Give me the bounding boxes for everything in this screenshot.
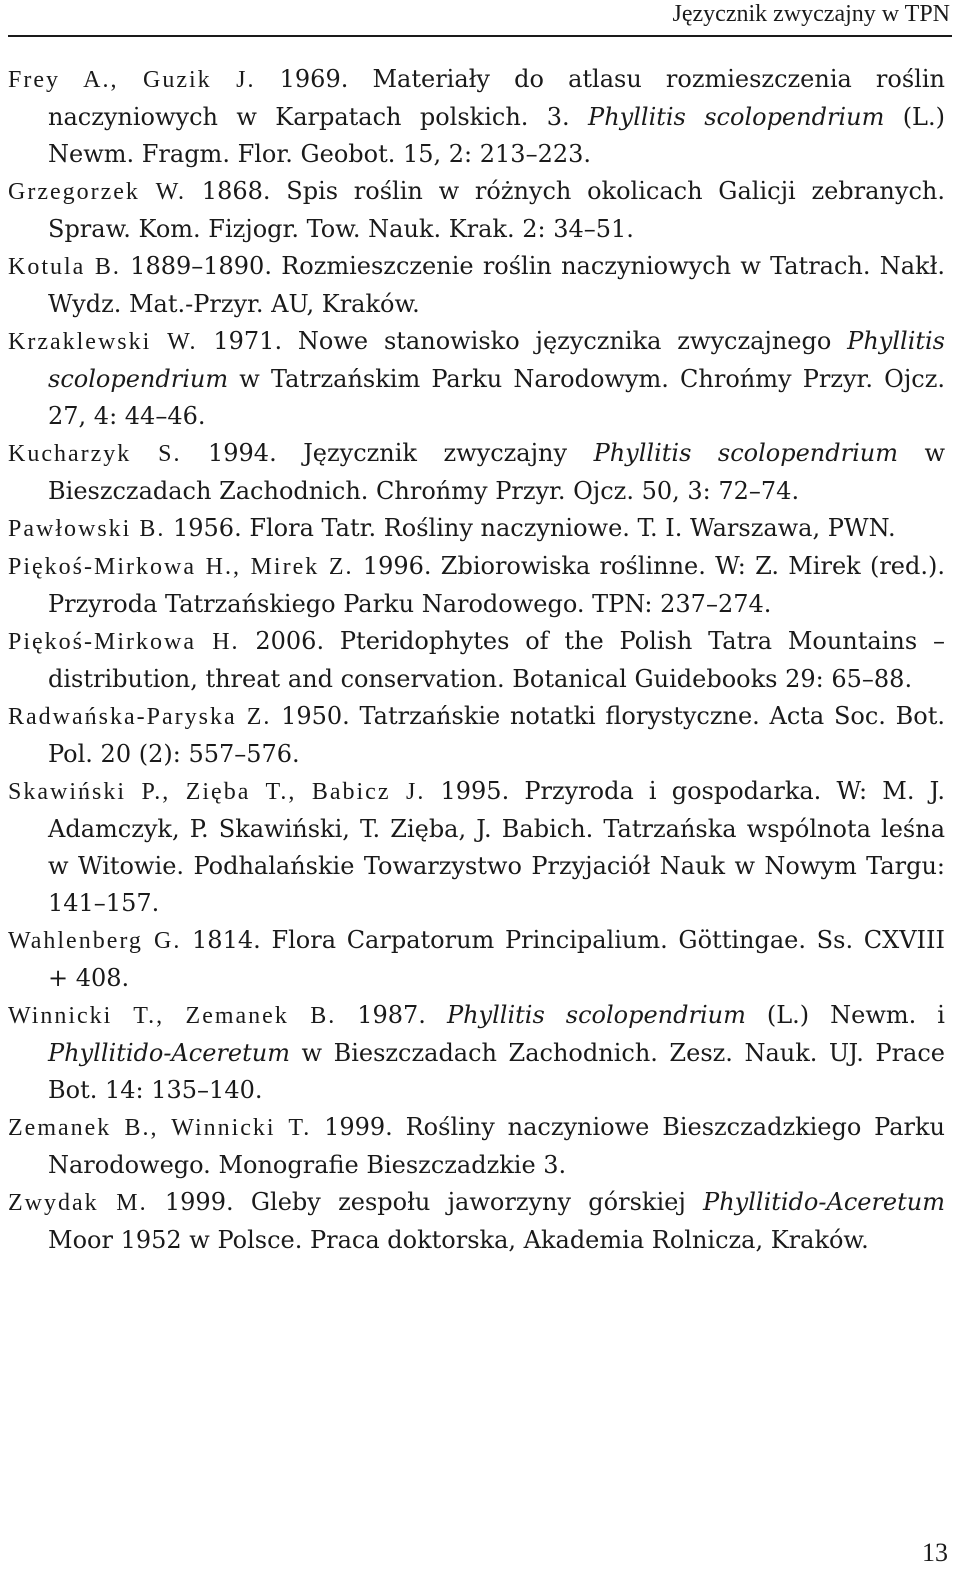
reference-list bbox=[8, 61, 945, 1259]
reference-text: 1950. Tatrzańskie notatki florystyczne. Acta Soc. Bot. Pol. 20 (2): 557–576. bbox=[48, 702, 945, 768]
reference-text: 1889–1890. Rozmieszczenie roślin naczyniowych w Tatrach. Nakł. Wydz. Mat.-Przyr. AU, Kraków. bbox=[48, 252, 945, 318]
reference-entry bbox=[8, 510, 945, 548]
reference-text: w Tatrzańskim Parku Narodowym. Chrońmy Przyr. Ojcz. 27, 4: 44–46. bbox=[48, 365, 945, 430]
reference-text: 1814. Flora Carpatorum Principalium. Göttingae. Ss. CXVIII + 408. bbox=[48, 926, 945, 992]
reference-authors: Zemanek B., Winnicki T. bbox=[8, 1115, 312, 1141]
reference-entry bbox=[8, 1109, 945, 1184]
reference-text: 1996. Zbiorowiska roślinne. W: Z. Mirek (red.). Przyroda Tatrzańskiego Parku Narodowego. TPN: 237–274. bbox=[48, 552, 945, 618]
reference-taxon-name: Phyllitis scolopendrium bbox=[593, 439, 898, 467]
reference-text: Moor 1952 w Polsce. Praca doktorska, Akademia Rolnicza, Kraków. bbox=[48, 1226, 869, 1254]
reference-entry bbox=[8, 997, 945, 1109]
reference-taxon-name: Phyllitis scolopendrium bbox=[588, 103, 885, 131]
reference-text: w Bieszczadach Zachodnich. Chrońmy Przyr. Ojcz. 50, 3: 72–74. bbox=[48, 439, 946, 505]
reference-text: 2006. Pteridophytes of the Polish Tatra Mountains – distribution, threat and conservation. Botanical Guidebooks 29: 65–88. bbox=[48, 627, 945, 693]
reference-taxon-name: Phyllitido-Aceretum bbox=[703, 1188, 945, 1216]
reference-authors: Winnicki T., Zemanek B. bbox=[8, 1003, 337, 1029]
page-number: 13 bbox=[922, 1538, 948, 1567]
reference-authors: Wahlenberg G. bbox=[8, 928, 182, 954]
reference-taxon-name: Phyllitis scolopendrium bbox=[48, 327, 945, 393]
reference-text: 1994. Języcznik zwyczajny bbox=[181, 439, 594, 467]
reference-text: w Bieszczadach Zachodnich. Zesz. Nauk. UJ. Prace Bot. 14: 135–140. bbox=[48, 1039, 945, 1104]
reference-entry bbox=[8, 623, 945, 698]
reference-authors: Krzaklewski W. bbox=[8, 329, 198, 355]
reference-text: 1987. bbox=[336, 1001, 447, 1029]
reference-entry bbox=[8, 1184, 945, 1259]
reference-authors: Pawłowski B. bbox=[8, 516, 166, 542]
reference-entry bbox=[8, 173, 945, 248]
reference-taxon-name: Phyllitis scolopendrium bbox=[446, 1001, 746, 1029]
reference-authors: Frey A., Guzik J. bbox=[8, 67, 256, 93]
reference-text: 1868. Spis roślin w różnych okolicach Galicji zebranych. Spraw. Kom. Fizjogr. Tow. Nauk. Krak. 2: 34–51. bbox=[48, 177, 945, 243]
reference-taxon-name: Phyllitido-Aceretum bbox=[48, 1039, 290, 1067]
reference-authors: Skawiński P., Zięba T., Babicz J. bbox=[8, 779, 426, 805]
running-header-title: Języcznik zwyczajny w TPN bbox=[672, 1, 950, 27]
reference-entry bbox=[8, 922, 945, 997]
reference-text: 1971. Nowe stanowisko języcznika zwyczajnego bbox=[197, 327, 848, 355]
reference-entry bbox=[8, 773, 945, 922]
reference-text: 1999. Gleby zespołu jaworzyny górskiej bbox=[147, 1188, 704, 1216]
reference-text: 1999. Rośliny naczyniowe Bieszczadzkiego Parku Narodowego. Monografie Bieszczadzkie 3. bbox=[48, 1113, 945, 1179]
reference-text: (L.) Newm. i bbox=[745, 1001, 945, 1029]
reference-entry bbox=[8, 248, 945, 323]
header-rule bbox=[8, 35, 952, 37]
reference-entry bbox=[8, 61, 945, 173]
reference-authors: Piękoś-Mirkowa H. bbox=[8, 629, 240, 655]
reference-authors: Piękoś-Mirkowa H., Mirek Z. bbox=[8, 554, 354, 580]
reference-entry bbox=[8, 548, 945, 623]
reference-text: 1969. Materiały do atlasu rozmieszczenia roślin naczyniowych w Karpatach polskich. 3. bbox=[48, 65, 945, 131]
reference-entry bbox=[8, 323, 945, 435]
reference-authors: Radwańska-Paryska Z. bbox=[8, 704, 272, 730]
reference-entry bbox=[8, 435, 945, 510]
reference-entry bbox=[8, 698, 945, 773]
reference-text: 1995. Przyroda i gospodarka. W: M. J. Adamczyk, P. Skawiński, T. Zięba, J. Babich. Tatrzańska wspólnota leśna w Witowie. Podhalańskie Towarzystwo Przyjaciół Nauk w Nowym Targu: 141–157. bbox=[48, 777, 945, 917]
reference-text: 1956. Flora Tatr. Rośliny naczyniowe. T. I. Warszawa, PWN. bbox=[165, 514, 896, 542]
reference-authors: Zwydak M. bbox=[8, 1190, 148, 1216]
reference-authors: Kucharzyk S. bbox=[8, 441, 182, 467]
reference-authors: Kotula B. bbox=[8, 254, 121, 280]
reference-authors: Grzegorzek W. bbox=[8, 179, 187, 205]
reference-text: (L.) Newm. Fragm. Flor. Geobot. 15, 2: 213–223. bbox=[48, 103, 945, 168]
